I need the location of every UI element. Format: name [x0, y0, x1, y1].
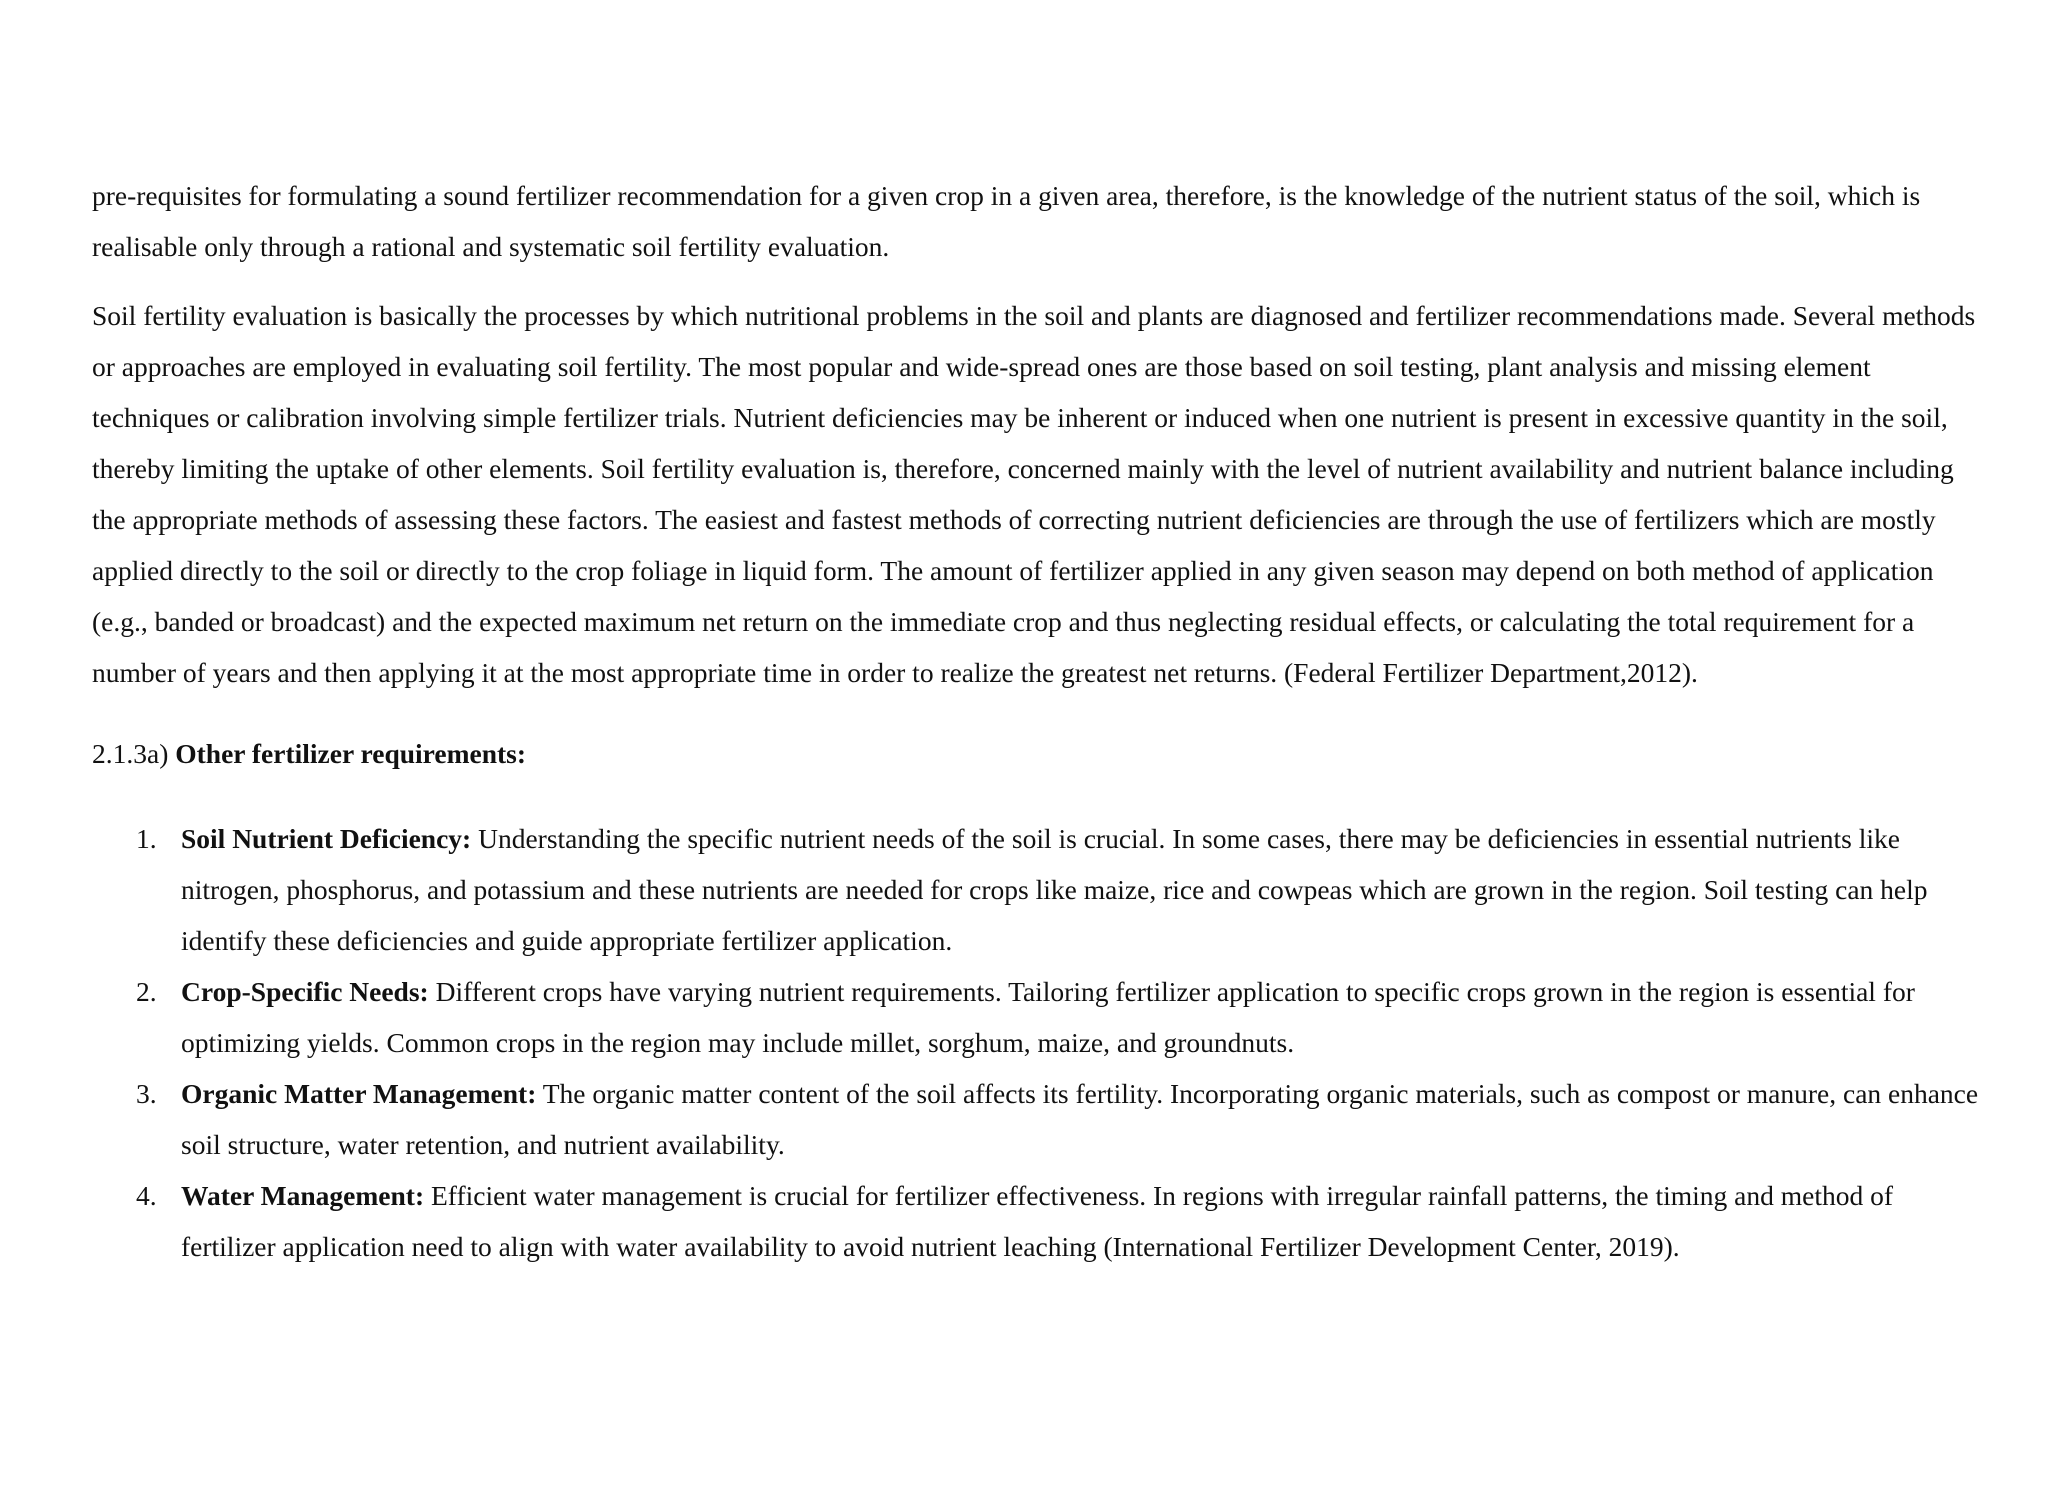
list-item-number: 1.	[136, 823, 157, 854]
list-item-number: 2.	[136, 976, 157, 1007]
list-item	[92, 813, 1992, 966]
paragraph-continuation: pre-requisites for formulating a sound fertilizer recommendation for a given crop in a given area, therefore, is the knowledge of the nutrient status of the soil, which is realisable only through a rational and systematic soil fertility evaluation.	[92, 180, 1921, 262]
list-item	[92, 966, 1992, 1068]
list-item-term: Crop-Specific Needs:	[181, 976, 429, 1007]
list-item-number: 4.	[136, 1180, 157, 1211]
document-page	[92, 170, 1992, 1272]
list-item	[92, 1068, 1992, 1170]
list-item-term: Soil Nutrient Deficiency:	[181, 823, 472, 854]
section-number: 2.1.3a)	[92, 738, 169, 769]
section-title: Other fertilizer requirements:	[175, 738, 527, 769]
list-item-text: The organic matter content of the soil affects its fertility. Incorporating organic materials, such as compost or manure, can enhance soil structure, water retention, and nutrient availability.	[181, 1078, 1979, 1160]
list-item-text: Understanding the specific nutrient needs of the soil is crucial. In some cases, there may be deficiencies in essential nutrients like nitrogen, phosphorus, and potassium and these nutrients are needed for crops like maize, rice and cowpeas which are grown in the region. Soil testing can help identify these deficiencies and guide appropriate fertilizer application.	[181, 823, 1928, 956]
section-heading	[92, 728, 1992, 779]
list-item-text: Efficient water management is crucial for fertilizer effectiveness. In regions with irregular rainfall patterns, the timing and method of fertilizer application need to align with water availability to avoid nutrient leaching (International Fertilizer Development Center, 2019).	[181, 1180, 1894, 1262]
paragraph-soil-fertility-evaluation: Soil fertility evaluation is basically the processes by which nutritional problems in the soil and plants are diagnosed and fertilizer recommendations made. Several methods or approaches are employed in evaluating soil fertility. The most popular and wide-spread ones are those based on soil testing, plant analysis and missing element techniques or calibration involving simple fertilizer trials. Nutrient deficiencies may be inherent or induced when one nutrient is present in excessive quantity in the soil, thereby limiting the uptake of other elements. Soil fertility evaluation is, therefore, concerned mainly with the level of nutrient availability and nutrient balance including the appropriate methods of assessing these factors. The easiest and fastest methods of correcting nutrient deficiencies are through the use of fertilizers which are mostly applied directly to the soil or directly to the crop foliage in liquid form. The amount of fertilizer applied in any given season may depend on both method of application (e.g., banded or broadcast) and the expected maximum net return on the immediate crop and thus neglecting residual effects, or calculating the total requirement for a number of years and then applying it at the most appropriate time in order to realize the greatest net returns. (Federal Fertilizer Department,2012).	[92, 300, 1976, 688]
list-item	[92, 1170, 1992, 1272]
list-item-text: Different crops have varying nutrient requirements. Tailoring fertilizer application to specific crops grown in the region is essential for optimizing yields. Common crops in the region may include millet, sorghum, maize, and groundnuts.	[181, 976, 1915, 1058]
requirements-list	[92, 813, 1992, 1272]
list-item-term: Organic Matter Management:	[181, 1078, 537, 1109]
list-item-term: Water Management:	[181, 1180, 425, 1211]
list-item-number: 3.	[136, 1078, 157, 1109]
